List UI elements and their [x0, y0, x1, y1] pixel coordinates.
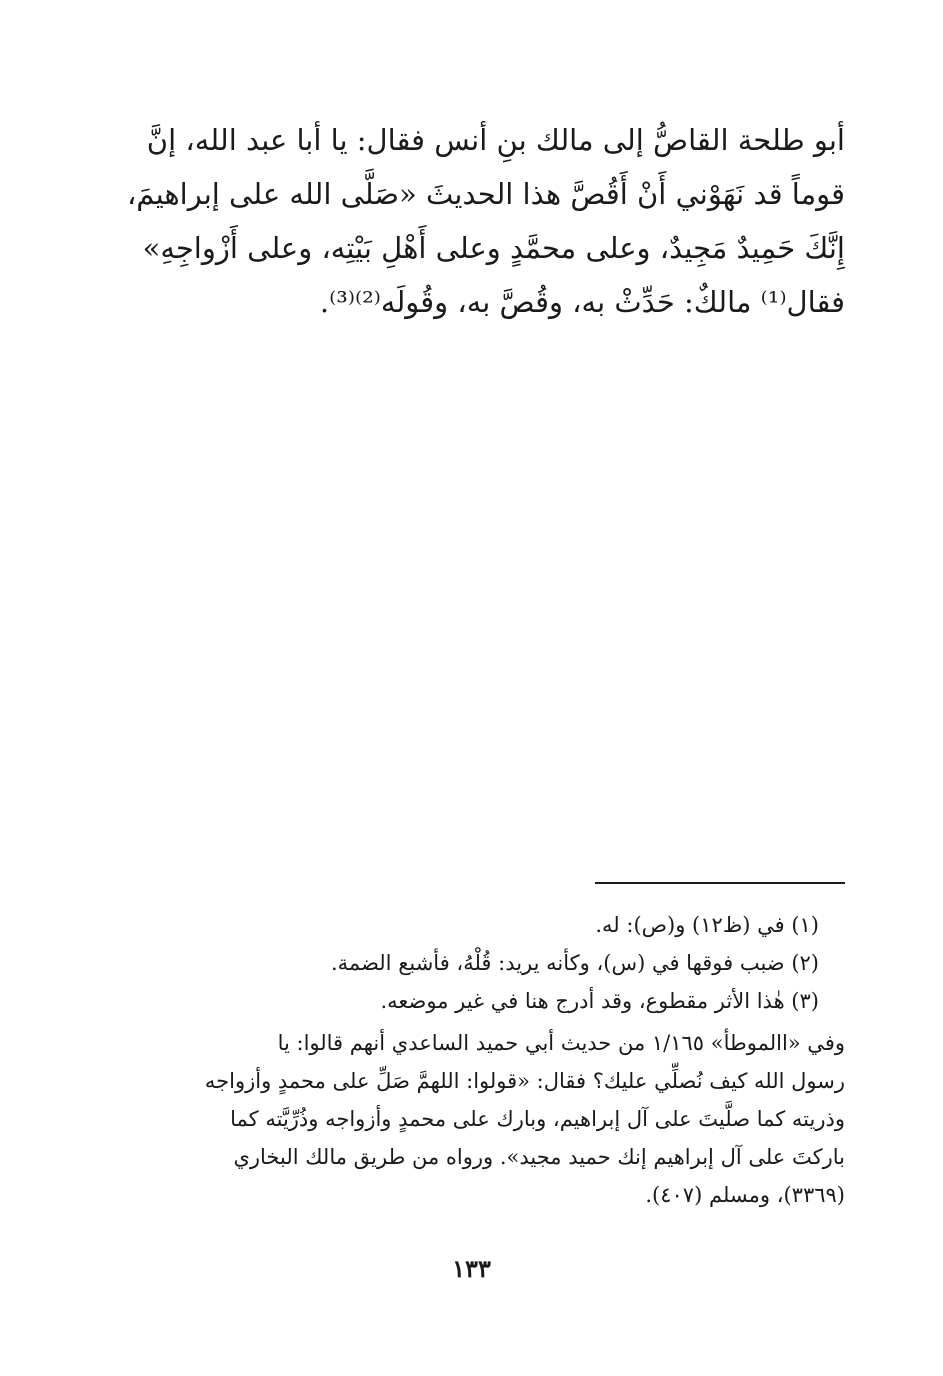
footnote-1: (١) في (ظ١٢) و(ص): له.	[595, 913, 819, 937]
footnote-separator	[595, 882, 845, 884]
footnote-3: (٣) هٰذا الأثر مقطوع، وقد أدرج هنا في غير موضعه.	[380, 989, 819, 1013]
body-line: إِنَّكَ حَمِيدٌ مَجِيدٌ، وعلى محمَّدٍ وعلى أَهْلِ بَيْتِه، وعلى أَزْواجِهِ»	[142, 231, 845, 265]
footnote-2: (٢) ضبب فوقها في (س)، وكأنه يريد: قُلْهُ، فأشبع الضمة.	[331, 951, 819, 975]
footnote-continuation-line: (٣٣٦٩)، ومسلم (٤٠٧).	[645, 1183, 845, 1207]
body-line: فقال⁽¹⁾ مالكٌ: حَدِّثْ به، وقُصَّ به، وقُولَه⁽²⁾⁽³⁾.	[319, 285, 845, 319]
footnote-continuation-line: رسول الله كيف نُصلِّي عليك؟ فقال: «قولوا: اللهمَّ صَلِّ على محمدٍ وأزواجه	[204, 1069, 845, 1093]
body-line: قوماً قد نَهَوْني أَنْ أَقُصَّ هذا الحديثَ «صَلَّى الله على إبراهيمَ،	[126, 177, 845, 211]
body-line: أبو طلحة القاصُّ إلى مالك بنِ أنس فقال: يا أبا عبد الله، إنَّ	[146, 123, 845, 157]
footnote-continuation-line: وفي «االموطأ» ١/١٦٥ من حديث أبي حميد الساعدي أنهم قالوا: يا	[277, 1031, 845, 1055]
footnotes-section	[135, 906, 845, 1214]
page-number: ١٣٣	[452, 1254, 491, 1283]
footnote-continuation-line: باركتَ على آل إبراهيم إنك حميد مجيد». ورواه من طريق مالك البخاري	[233, 1145, 845, 1169]
main-body-text	[126, 113, 845, 329]
footnote-continuation-line: وذريته كما صلَّيتَ على آل إبراهيم، وبارك على محمدٍ وأزواجه وذُرِّيَّته كما	[230, 1107, 845, 1131]
